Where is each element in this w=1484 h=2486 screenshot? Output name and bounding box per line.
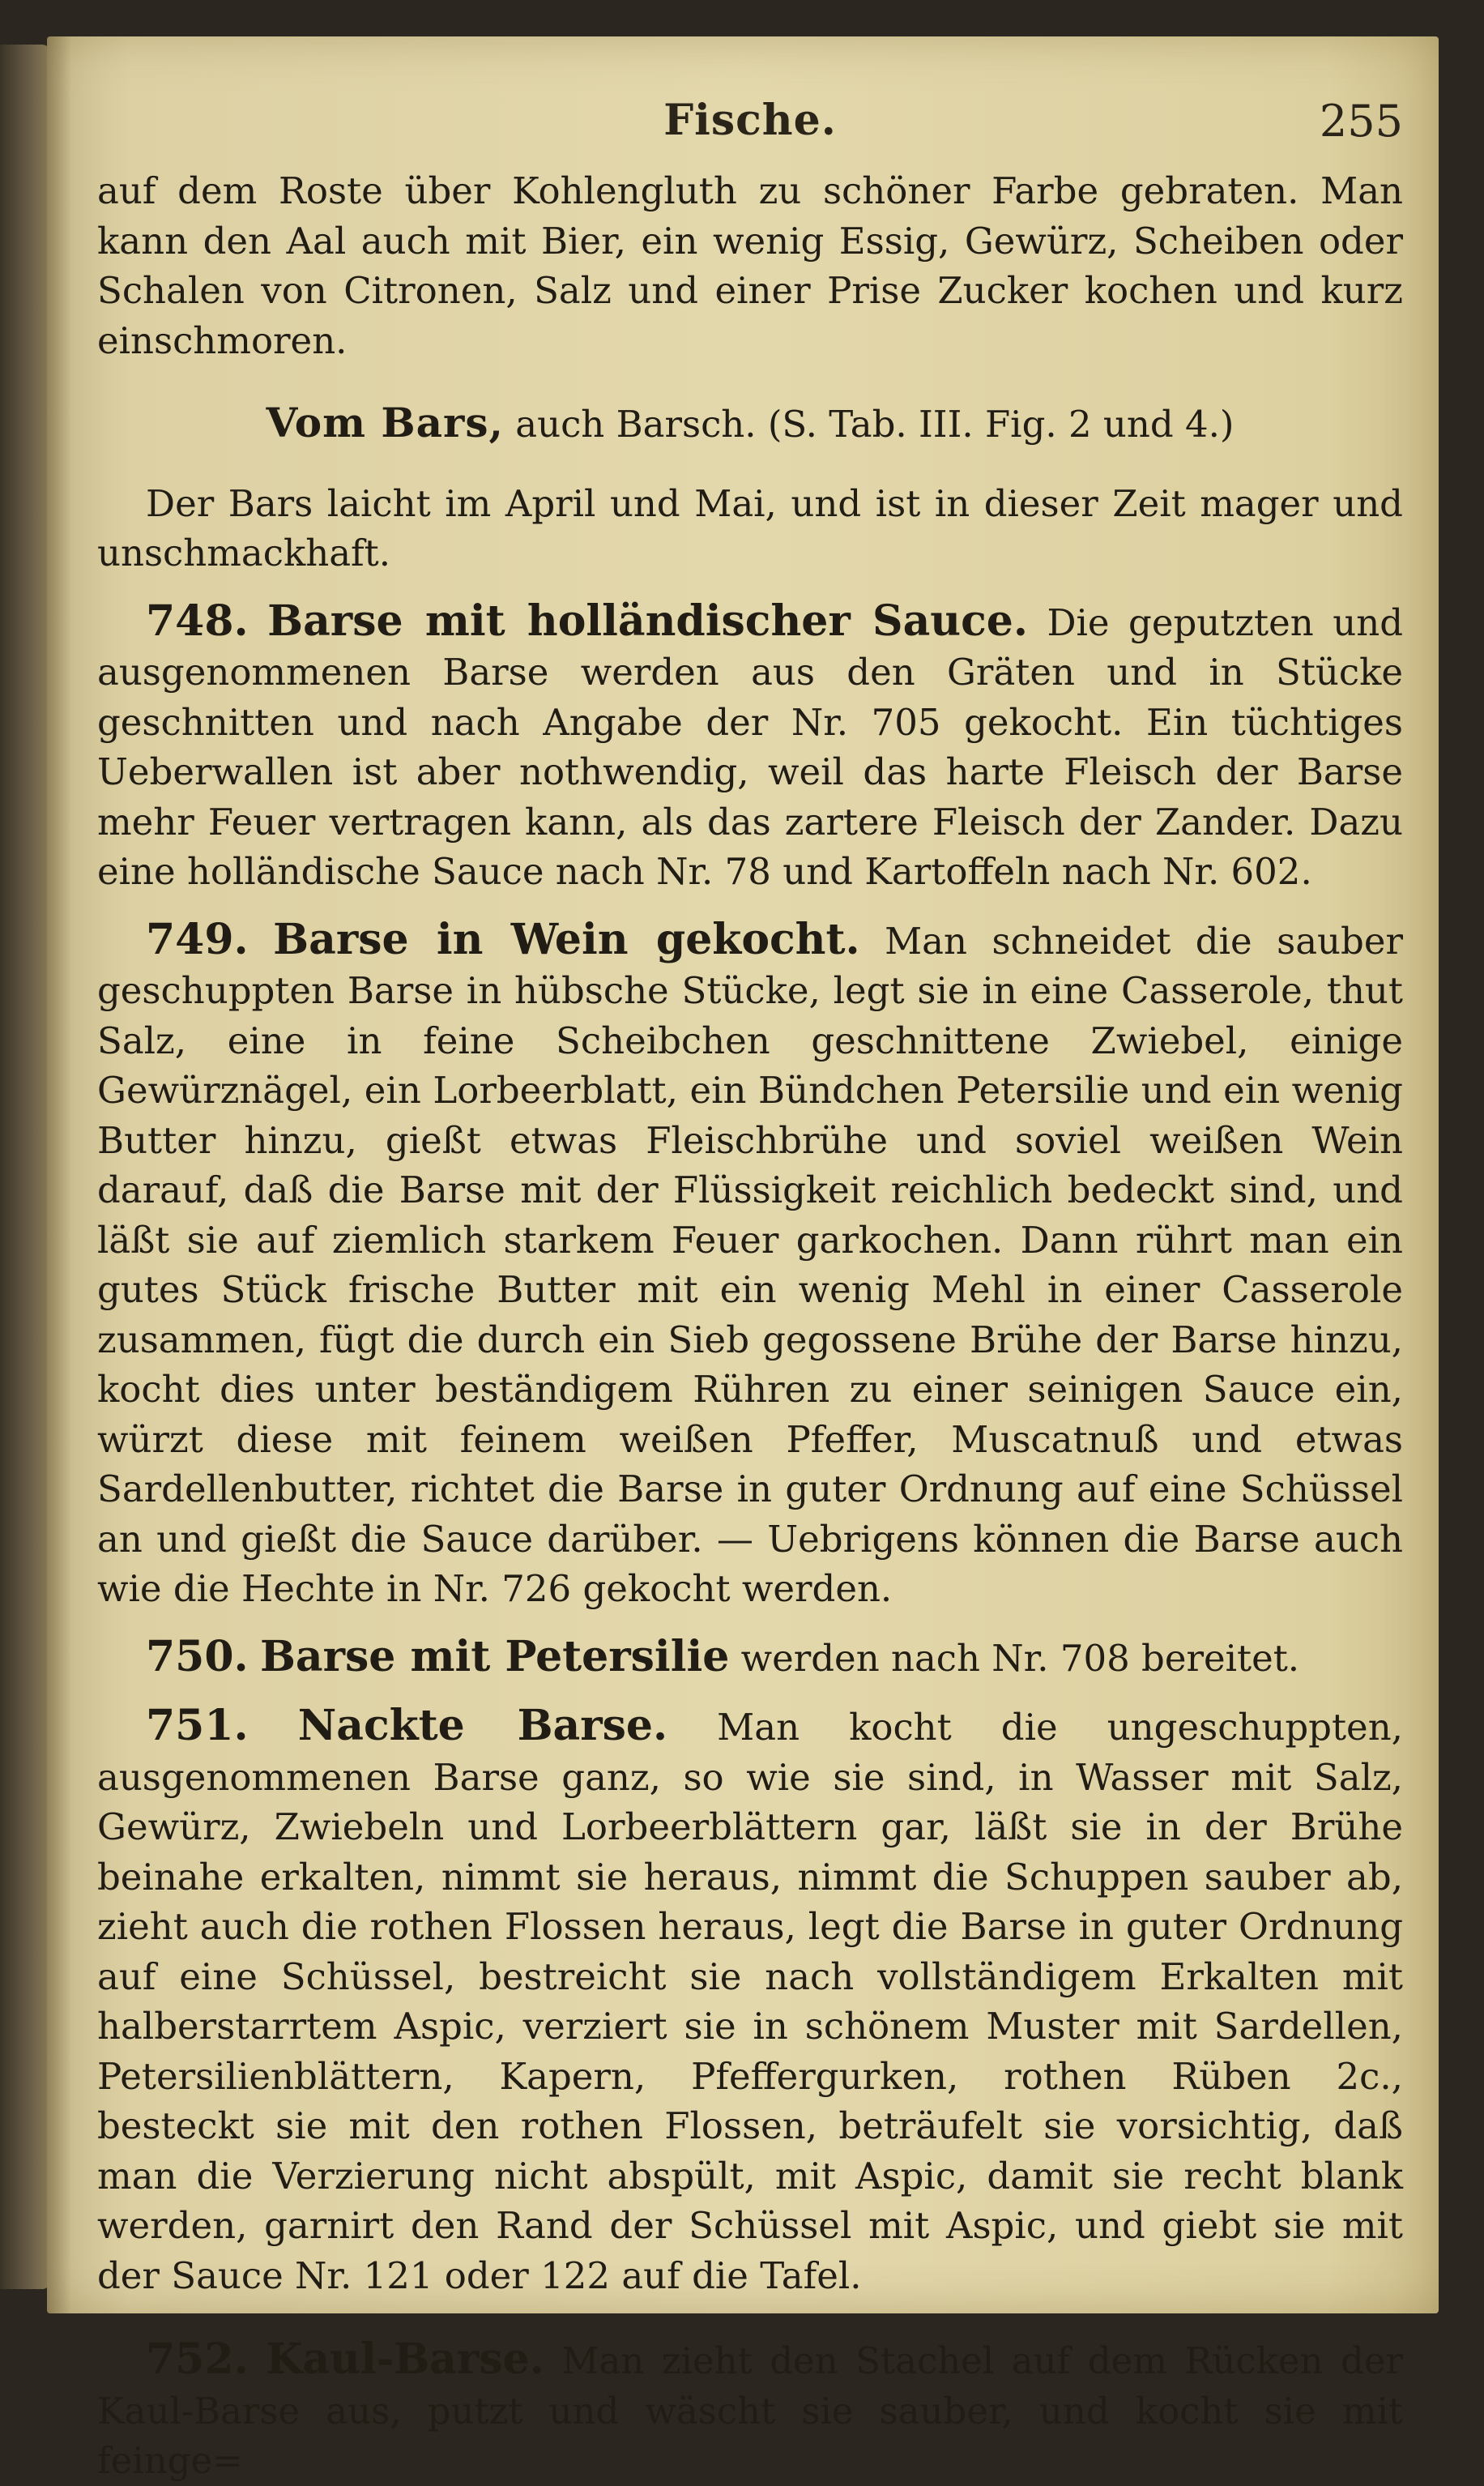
recipe-750 <box>97 1632 1403 1684</box>
recipe-text: werden nach Nr. 708 bereitet. <box>740 1636 1300 1680</box>
recipe-number: 752. <box>146 2334 249 2384</box>
section-heading-subtitle: auch Barsch. (S. Tab. III. Fig. 2 und 4.) <box>515 403 1235 446</box>
recipe-title: Barse in Wein gekocht. <box>273 914 860 964</box>
running-title: Fische. <box>663 96 837 145</box>
section-heading <box>97 398 1403 450</box>
recipe-title: Nackte Barse. <box>297 1701 668 1750</box>
recipe-text: Man kocht die ungeschuppten, ausgenommenen Barse ganz, so wie sie sind, in Wasser mit Salz, Gewürz, Zwiebeln und Lorbeerblättern gar, läßt sie in der Brühe beinahe erkalten, nimmt sie heraus, nimmt die Schuppen sauber ab, zieht auch die rothen Flossen heraus, legt die Barse in guter Ordnung auf eine Schüssel, bestreicht sie nach vollständigem Erkalten mit halberstarrtem Aspic, verziert sie in schönem Muster mit Sardellen, Petersilienblättern, Kapern, Pfeffergurken, rothen Rüben 2c., besteckt sie mit den rothen Flossen, beträufelt sie vorsichtig, daß man die Verzierung nicht abspült, mit Aspic, damit sie recht blank werden, garnirt den Rand der Schüssel mit Aspic, und giebt sie mit der Sauce Nr. 121 oder 122 auf die Tafel. <box>97 1706 1403 2297</box>
recipe-title: Kaul-Barse. <box>266 2334 544 2384</box>
recipe-text: Die geputzten und ausgenommenen Barse werden aus den Gräten und in Stücke geschnitten und nach Angabe der Nr. 705 gekocht. Ein tüchtiges Ueberwallen ist aber nothwendig, weil das harte Fleisch der Barse mehr Feuer vertragen kann, als das zartere Fleisch der Zander. Dazu eine holländische Sauce nach Nr. 78 und Kartoffeln nach Nr. 602. <box>97 600 1404 893</box>
recipe-749 <box>97 915 1403 1614</box>
recipe-751 <box>97 1701 1403 2300</box>
recipe-748 <box>97 596 1403 897</box>
section-heading-title: Vom Bars, <box>266 399 504 446</box>
page-header <box>97 65 1403 154</box>
page-number: 255 <box>1319 96 1403 147</box>
section-intro: Der Bars laicht im April und Mai, und ist in dieser Zeit mager und unschmackhaft. <box>97 481 1403 575</box>
recipe-text: Man zieht den Stachel auf dem Rücken der Kaul-Barse aus, putzt und wäscht sie sauber, und kocht sie mit feinge= <box>97 2339 1403 2482</box>
recipe-title: Barse mit holländischer Sauce. <box>267 596 1028 646</box>
recipe-number: 748. <box>146 596 249 646</box>
previous-page-edge <box>0 45 50 2289</box>
page-binding-shadow <box>47 36 71 2313</box>
recipe-number: 750. <box>146 1631 249 1681</box>
page-body <box>97 166 1403 2486</box>
recipe-text: Man schneidet die sauber geschuppten Barse in hübsche Stücke, legt sie in eine Casserole, thut Salz, eine in feine Scheibchen geschnittene Zwiebel, einige Gewürznägel, ein Lorbeerblatt, ein Bündchen Petersilie und ein wenig Butter hinzu, gießt etwas Fleischbrühe und soviel weißen Wein darauf, daß die Barse mit der Flüssigkeit reichlich bedeckt sind, und läßt sie auf ziemlich starkem Feuer garkochen. Dann rührt man ein gutes Stück frische Butter mit ein wenig Mehl in einer Casserole zusammen, fügt die durch ein Sieb gegossene Brühe der Barse hinzu, kocht dies unter beständigem Rühren zu einer seinigen Sauce ein, würzt diese mit feinem weißen Pfeffer, Muscatnuß und etwas Sardellenbutter, richtet die Barse in guter Ordnung auf eine Schüssel an und gießt die Sauce darüber. — Uebrigens können die Barse auch wie die Hechte in Nr. 726 gekocht werden. <box>97 919 1403 1610</box>
intro-paragraph: auf dem Roste über Kohlengluth zu schöner Farbe gebraten. Man kann den Aal auch mit Bier, ein wenig Essig, Gewürz, Scheiben oder Schalen von Citronen, Salz und einer Prise Zucker kochen und kurz einschmoren. <box>97 169 1403 362</box>
recipe-number: 749. <box>146 914 249 964</box>
recipe-number: 751. <box>146 1701 249 1750</box>
recipe-title: Barse mit Petersilie <box>259 1631 730 1681</box>
recipe-752 <box>97 2334 1403 2486</box>
